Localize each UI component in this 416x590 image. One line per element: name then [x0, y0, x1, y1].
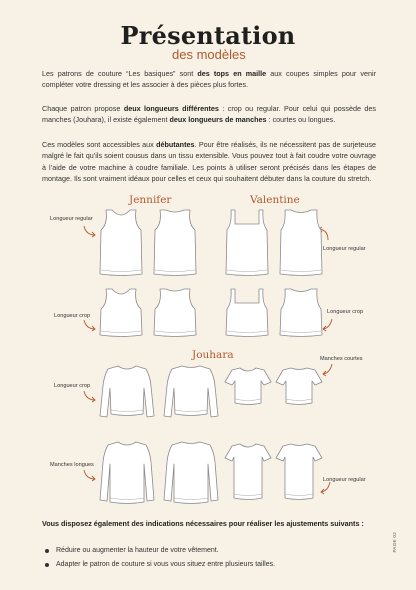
- label-jennifer-crop: Longueur crop: [54, 313, 91, 319]
- label-jouhara-short-sleeves: Manches courtes: [320, 356, 363, 362]
- valentine-regular-back-illustration: [276, 208, 326, 278]
- page-subtitle: des modèles: [172, 47, 246, 62]
- label-valentine-regular: Longueur regular: [323, 246, 366, 252]
- valentine-regular-front-illustration: [222, 208, 272, 278]
- model-name-valentine: Valentine: [250, 194, 300, 206]
- jennifer-regular-back-illustration: [150, 208, 200, 278]
- valentine-crop-front-illustration: [222, 287, 272, 339]
- beginner-paragraph: Ces modèles sont accessibles aux débutantes. Pour être réalisés, ils ne nécessitent pas de surjeteuse malgré le fait qu’ils soient cousus dans un tissu extensible. Vous pouvez tout à fait coudre votre ouvrage à l’aide de votre machine à coudre familiale. Les points à utiliser seront précisés dans les étapes de montage. Ils sont vraiment idéaux pour celles et ceux qui souhaitent débuter dans la couture du stretch.: [42, 140, 376, 184]
- page-number: PAGE 02: [392, 532, 397, 553]
- label-jouhara-crop: Longueur crop: [54, 383, 91, 389]
- jouhara-shortsleeve-regular-front-illustration: [224, 442, 272, 502]
- adjustments-list: [42, 544, 372, 572]
- jouhara-longsleeve-regular-front-illustration: [96, 440, 158, 506]
- jouhara-shortsleeve-crop-back-illustration: [275, 366, 323, 406]
- jouhara-longsleeve-crop-front-illustration: [96, 364, 158, 420]
- list-item: Réduire ou augmenter la hauteur de votre vêtement.: [42, 544, 372, 558]
- label-jennifer-regular: Longueur regular: [50, 216, 93, 222]
- label-jouhara-regular: Longueur regular: [323, 477, 366, 483]
- valentine-crop-back-illustration: [276, 287, 326, 339]
- jouhara-longsleeve-regular-back-illustration: [160, 440, 222, 506]
- jouhara-shortsleeve-crop-front-illustration: [224, 366, 272, 406]
- adjustments-intro: Vous disposez également des indications nécessaires pour réaliser les ajustements suivants :: [42, 519, 364, 528]
- list-item: Adapter le patron de couture si vous vous situez entre plusieurs tailles.: [42, 558, 372, 572]
- lengths-paragraph: Chaque patron propose deux longueurs différentes : crop ou regular. Pour celui qui possède des manches (Jouhara), il existe également deux longueurs de manches : courtes ou longues.: [42, 104, 376, 125]
- model-name-jennifer: Jennifer: [129, 194, 172, 206]
- jennifer-crop-back-illustration: [150, 287, 200, 339]
- jouhara-longsleeve-crop-back-illustration: [160, 364, 222, 420]
- intro-paragraph: Les patrons de couture “Les basiques” sont des tops en maille aux coupes simples pour venir compléter votre dressing et les associer à des pièces plus fortes.: [42, 69, 377, 90]
- label-valentine-crop: Longueur crop: [327, 309, 364, 315]
- model-name-jouhara: Jouhara: [192, 349, 234, 361]
- label-jouhara-long-sleeves: Manches longues: [50, 462, 94, 468]
- jennifer-regular-front-illustration: [96, 208, 146, 278]
- jennifer-crop-front-illustration: [96, 287, 146, 339]
- jouhara-shortsleeve-regular-back-illustration: [275, 442, 323, 502]
- page-title: Présentation: [120, 21, 296, 50]
